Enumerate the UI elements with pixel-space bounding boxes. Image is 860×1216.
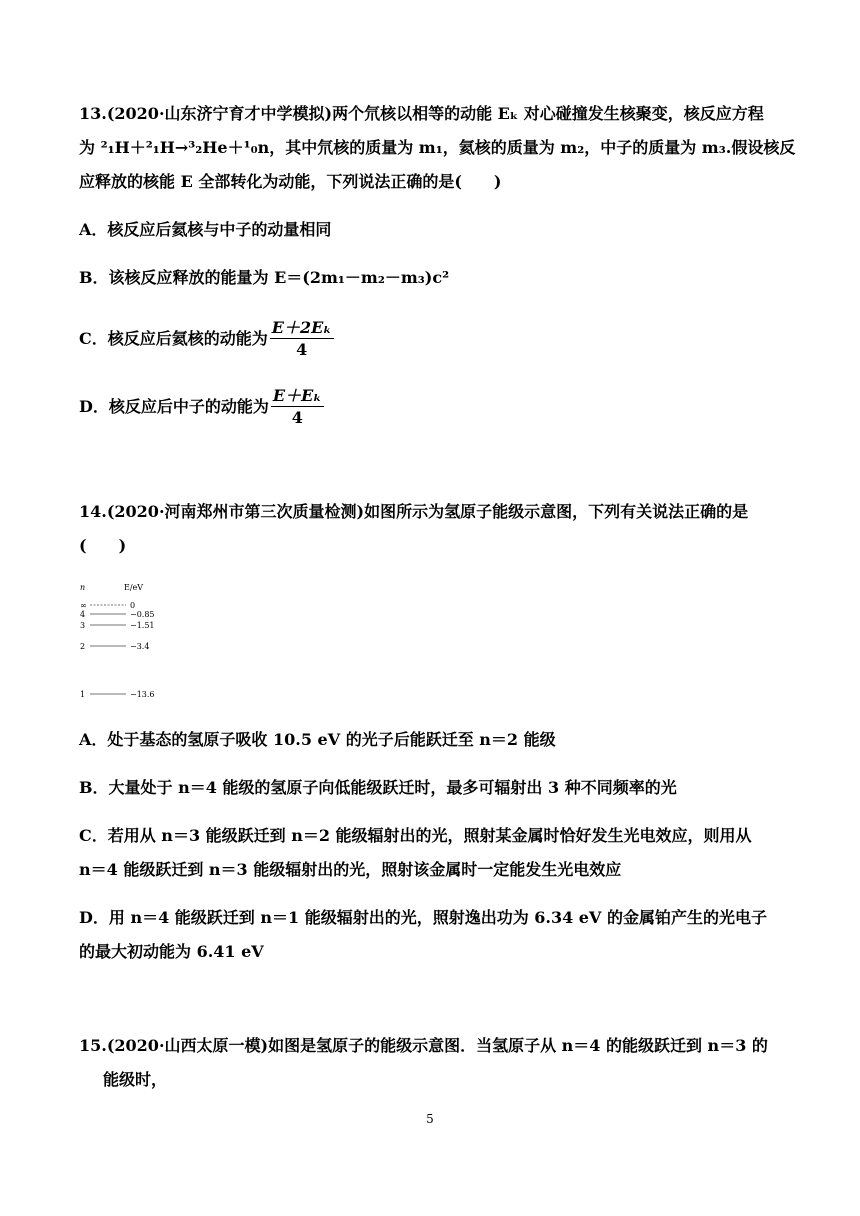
q13-option-d-label: D．核反应后中子的动能为 (79, 397, 269, 416)
level-energy-label: 0 (130, 601, 136, 610)
energy-level-diagram (78, 580, 188, 700)
q13-option-c-numerator: E＋2Eₖ (271, 318, 332, 337)
q14-option-d-line-2[interactable]: 的最大初动能为 6.41 eV (79, 942, 264, 961)
q14-option-c-line-2[interactable]: n＝4 能级跃迁到 n＝3 能级辐射出的光，照射该金属时一定能发生光电效应 (79, 860, 622, 879)
q13-line-3: 应释放的核能 E 全部转化为动能，下列说法正确的是( ) (79, 172, 502, 191)
q13-option-c-fraction (270, 318, 334, 361)
q13-line-2-post: ，其中氘核的质量为 m₁，氦核的质量为 m₂，中子的质量为 m₃.假设核反 (269, 138, 796, 157)
q13-option-d-fraction (271, 386, 324, 429)
diagram-header-n: n (80, 583, 86, 592)
q13-option-c-denominator: 4 (296, 340, 308, 359)
q14-option-a[interactable]: A．处于基态的氢原子吸收 10.5 eV 的光子后能跃迁至 n＝2 能级 (79, 730, 556, 749)
page-number: 5 (426, 1112, 434, 1126)
level-n-label: 1 (80, 690, 86, 699)
q13-option-c-label: C．核反应后氦核的动能为 (79, 329, 268, 348)
q13-line-1: 13.(2020·山东济宁育才中学模拟)两个氘核以相等的动能 Eₖ 对心碰撞发生核聚变，核反应方程 (79, 104, 764, 123)
q13-option-c[interactable] (79, 318, 334, 361)
q13-line-2-pre: 为 (79, 138, 101, 157)
q13-reaction-equation: ²₁H＋²₁H→³₂He＋¹₀n (100, 138, 270, 157)
level-n-label: ∞ (80, 601, 87, 610)
level-n-label: 2 (80, 642, 86, 651)
q13-option-d-numerator: E＋Eₖ (272, 386, 322, 405)
diagram-header-e: E/eV (124, 583, 144, 592)
level-energy-label: −0.85 (130, 610, 155, 619)
energy-levels (80, 601, 155, 699)
q13-line-2 (79, 138, 795, 158)
q14-option-d-line-1[interactable]: D．用 n＝4 能级跃迁到 n＝1 能级辐射出的光，照射逸出功为 6.34 eV 的金属铂产生的光电子 (79, 908, 767, 927)
q15-line-2: 能级时， (103, 1070, 168, 1089)
q14-line-2: ( ) (79, 536, 127, 555)
q13-option-a[interactable]: A．核反应后氦核与中子的动量相同 (79, 220, 332, 239)
level-energy-label: −1.51 (130, 621, 155, 630)
q13-option-d-denominator: 4 (291, 408, 303, 427)
q14-option-c-line-1[interactable]: C．若用从 n＝3 能级跃迁到 n＝2 能级辐射出的光，照射某金属时恰好发生光电效应，则用从 (79, 826, 752, 845)
q15-line-1: 15.(2020·山西太原一模)如图是氢原子的能级示意图．当氢原子从 n＝4 的能级跃迁到 n＝3 的 (79, 1036, 768, 1055)
level-n-label: 3 (80, 621, 86, 630)
level-energy-label: −3.4 (130, 642, 150, 651)
q14-option-b[interactable]: B．大量处于 n＝4 能级的氢原子向低能级跃迁时，最多可辐射出 3 种不同频率的光 (79, 778, 677, 797)
q13-option-d[interactable] (79, 386, 324, 429)
level-energy-label: −13.6 (130, 690, 155, 699)
q14-line-1: 14.(2020·河南郑州市第三次质量检测)如图所示为氢原子能级示意图，下列有关说法正确的是 (79, 502, 749, 521)
q13-option-b[interactable]: B．该核反应释放的能量为 E＝(2m₁－m₂－m₃)c² (79, 268, 450, 287)
level-n-label: 4 (80, 610, 86, 619)
